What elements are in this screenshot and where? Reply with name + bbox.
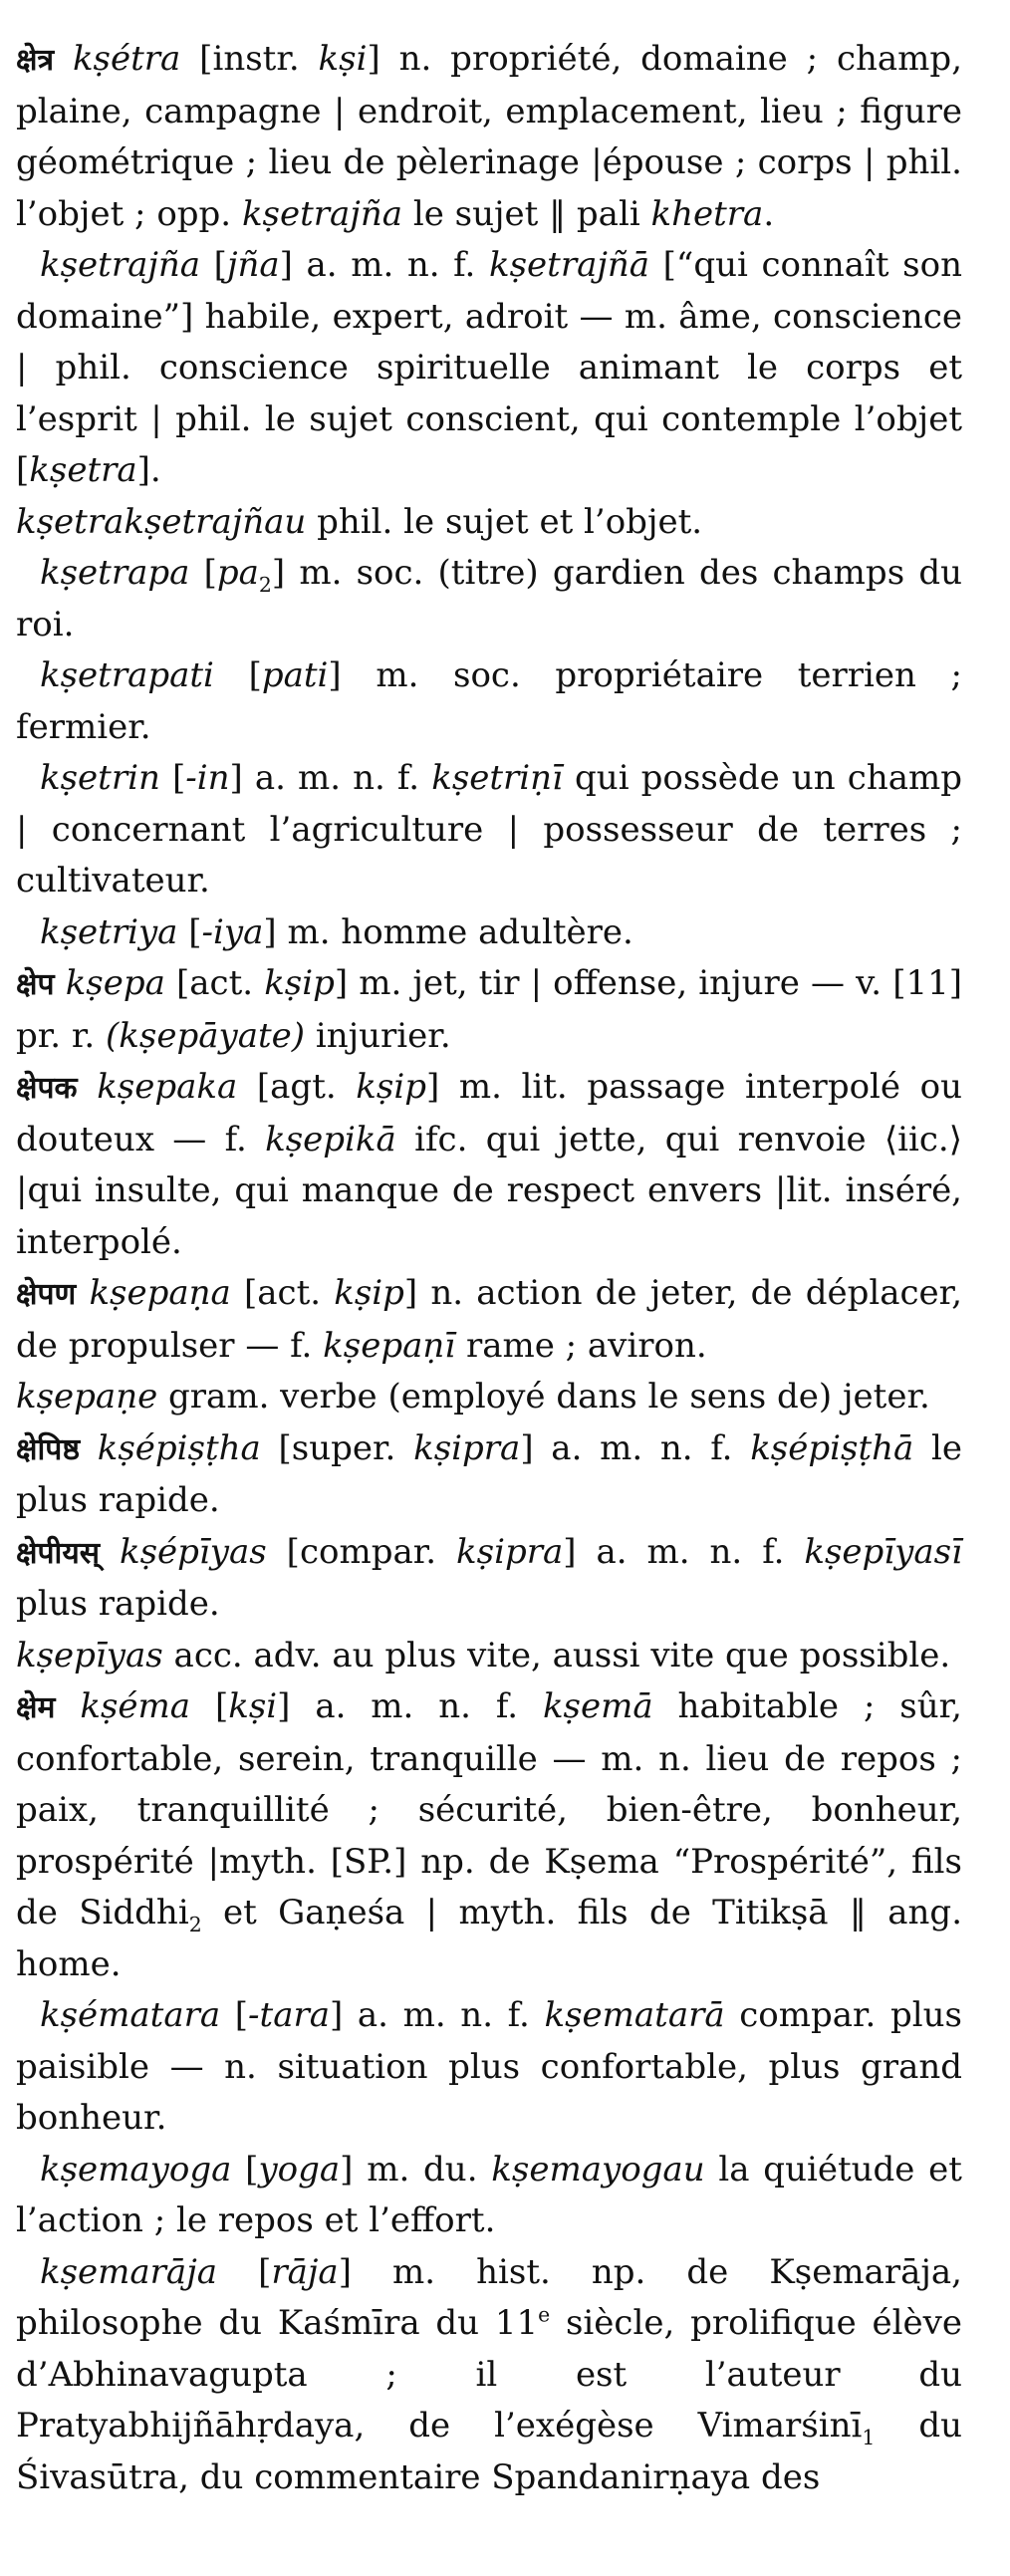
italic-term: kṣipra bbox=[413, 1427, 521, 1468]
entry-text: siècle, prolifique élève d’Abhinavagupta ; il est l’auteur du Pratyabhijñāhṛdaya, de l’exégèse Vimarśinī bbox=[16, 2303, 962, 2446]
italic-term: kṣétra bbox=[72, 39, 181, 79]
entry-text: ]. bbox=[136, 450, 161, 490]
dictionary-entry bbox=[16, 1681, 962, 1990]
italic-term: rāja bbox=[271, 2251, 339, 2292]
devanagari-headword: क्षेपण bbox=[16, 1277, 77, 1312]
dictionary-entry bbox=[16, 1527, 962, 1631]
italic-term: kṣip bbox=[334, 1273, 404, 1313]
italic-term: kṣemayoga bbox=[40, 2149, 232, 2190]
entry-text: le plus rapide. bbox=[16, 1427, 962, 1520]
entry-text: phil. le sujet et l’objet. bbox=[306, 501, 703, 542]
entry-text: et Gaṇeśa | myth. fils de Titikṣā ‖ ang. home. bbox=[16, 1893, 962, 1984]
entry-text: ] a. m. n. f. bbox=[277, 1686, 543, 1726]
subscript-index: 1 bbox=[862, 2425, 876, 2449]
entry-text: [ bbox=[220, 1995, 249, 2035]
entry-text: habitable ; sûr, confortable, serein, tranquille — m. n. lieu de repos ; paix, tranquillité ; sécurité, bien-être, bonheur, prospérité |myth. [SP.] np. de Kṣema “Prospérité”, fils de Siddhi bbox=[16, 1686, 962, 1932]
entry-text: [ bbox=[231, 2149, 259, 2190]
italic-term: kṣepīyas bbox=[16, 1635, 163, 1675]
entry-text: gram. verbe (employé dans le sens de) jeter. bbox=[157, 1377, 930, 1417]
italic-term: kṣépiṣṭhā bbox=[750, 1427, 914, 1468]
italic-term: kṣematarā bbox=[544, 1995, 725, 2035]
dictionary-subentry bbox=[16, 907, 962, 959]
italic-term: kṣipra bbox=[456, 1531, 564, 1572]
italic-term: kṣip bbox=[356, 1067, 426, 1107]
italic-term: -iya bbox=[201, 911, 264, 952]
dictionary-entry bbox=[16, 1631, 962, 1682]
entry-text: [ bbox=[200, 245, 227, 285]
italic-term: kṣématara bbox=[40, 1995, 221, 2035]
italic-term: -in bbox=[185, 758, 230, 798]
devanagari-headword: क्षेपक bbox=[16, 1071, 78, 1106]
italic-term: kṣip bbox=[264, 963, 335, 1003]
dictionary-entry bbox=[16, 34, 962, 240]
entry-text: [agt. bbox=[237, 1067, 357, 1107]
italic-term: kṣepaka bbox=[97, 1067, 238, 1107]
italic-term: kṣetriṇī bbox=[431, 758, 563, 798]
italic-term: -tara bbox=[248, 1995, 330, 2035]
devanagari-headword: क्षेत्र bbox=[16, 43, 55, 78]
entry-text: ] m. hist. np. de Kṣemarāja, philosophe du Kaśmīra du 11 bbox=[16, 2251, 962, 2343]
italic-term: kṣetrajña bbox=[241, 193, 403, 234]
italic-term: kṣepa bbox=[65, 963, 165, 1003]
italic-term: kṣéma bbox=[80, 1686, 191, 1726]
dictionary-entry bbox=[16, 1062, 962, 1268]
italic-term: yoga bbox=[258, 2149, 341, 2190]
italic-term: pati bbox=[261, 655, 329, 695]
subscript-index: 2 bbox=[258, 572, 272, 597]
entry-text: ] m. soc. propriétaire terrien ; fermier. bbox=[16, 655, 962, 747]
italic-term: khetra bbox=[650, 193, 764, 234]
dictionary-entry bbox=[16, 497, 962, 549]
dictionary-entry bbox=[16, 1423, 962, 1527]
italic-term: kṣetrin bbox=[40, 758, 160, 798]
italic-term: kṣetrapati bbox=[40, 655, 214, 695]
entry-text: ] m. soc. (titre) gardien des champs du roi. bbox=[16, 553, 962, 644]
entry-text: [compar. bbox=[266, 1531, 457, 1572]
entry-text: acc. adv. au plus vite, aussi vite que possible. bbox=[162, 1635, 951, 1675]
entry-text: [act. bbox=[230, 1273, 335, 1313]
entry-text: [ bbox=[213, 655, 262, 695]
dictionary-subentry bbox=[16, 1990, 962, 2145]
entry-text: ] a. m. n. f. bbox=[279, 245, 489, 285]
entry-text bbox=[80, 1428, 98, 1468]
entry-text bbox=[78, 1067, 98, 1107]
entry-text: ] a. m. n. f. bbox=[520, 1427, 751, 1468]
entry-text: le sujet ‖ pali bbox=[402, 193, 651, 234]
entry-text: ] n. action de jeter, de déplacer, de propulser — f. bbox=[16, 1273, 962, 1366]
entry-text: . bbox=[763, 193, 775, 234]
italic-term: kṣepaṇa bbox=[89, 1273, 231, 1313]
entry-text: injurier. bbox=[305, 1015, 451, 1056]
entry-text bbox=[76, 1273, 89, 1313]
entry-text: du Śivasūtra, du commentaire Spandanirṇaya des bbox=[16, 2406, 962, 2497]
devanagari-headword: क्षेप bbox=[16, 967, 55, 1002]
dictionary-entry bbox=[16, 1372, 962, 1423]
entry-text bbox=[100, 1532, 120, 1572]
entry-text: ] m. homme adultère. bbox=[263, 911, 633, 952]
dictionary-entry bbox=[16, 1268, 962, 1372]
entry-text: [instr. bbox=[180, 39, 319, 79]
italic-term: kṣepaṇī bbox=[323, 1325, 456, 1366]
entry-text: [ bbox=[190, 1686, 229, 1726]
devanagari-headword: क्षेपीयस् bbox=[16, 1535, 100, 1571]
entry-text bbox=[54, 39, 73, 79]
entry-text bbox=[55, 963, 66, 1003]
dictionary-subentry bbox=[16, 2145, 962, 2247]
italic-term: kṣetrajña bbox=[40, 245, 201, 285]
italic-term: kṣepikā bbox=[265, 1119, 396, 1159]
superscript: e bbox=[538, 2302, 551, 2327]
entry-text: qui possède un champ | concernant l’agriculture | possesseur de terres ; cultivateur. bbox=[16, 758, 962, 901]
italic-term: kṣi bbox=[318, 39, 368, 79]
italic-term: kṣi bbox=[228, 1686, 278, 1726]
entry-text bbox=[55, 1686, 80, 1726]
italic-term: kṣemā bbox=[542, 1686, 653, 1726]
entry-text: ] a. m. n. f. bbox=[229, 758, 432, 798]
entry-text: rame ; aviron. bbox=[455, 1325, 707, 1366]
italic-term: jña bbox=[226, 245, 280, 285]
dictionary-subentry bbox=[16, 240, 962, 497]
italic-term: (kṣepāyate) bbox=[106, 1015, 306, 1056]
entry-text: [ bbox=[217, 2251, 272, 2292]
italic-term: kṣépīyas bbox=[119, 1531, 267, 1572]
devanagari-headword: क्षेपिष्ठ bbox=[16, 1431, 80, 1467]
italic-term: kṣetrajñā bbox=[488, 245, 650, 285]
italic-term: pa bbox=[216, 553, 259, 593]
entry-text: [ bbox=[177, 911, 202, 952]
entry-text: ] m. du. bbox=[340, 2149, 492, 2190]
italic-term: kṣetra bbox=[29, 450, 137, 490]
entry-text: ifc. qui jette, qui renvoie ⟨iic.⟩ |qui insulte, qui manque de respect envers |lit. inséré, interpolé. bbox=[16, 1119, 962, 1262]
italic-term: kṣetriya bbox=[40, 911, 178, 952]
entry-text: [“qui connaît son domaine”] habile, expert, adroit — m. âme, conscience | phil. conscience spirituelle animant le corps et l’esprit | phil. le sujet conscient, qui contemple l’objet [ bbox=[16, 245, 962, 490]
italic-term: kṣetrakṣetrajñau bbox=[16, 501, 307, 542]
entry-text: ] m. lit. passage interpolé ou douteux — f. bbox=[16, 1067, 963, 1159]
italic-term: kṣetrapa bbox=[40, 553, 190, 593]
dictionary-subentry bbox=[16, 650, 962, 753]
entry-text: compar. plus paisible — n. situation plus confortable, plus grand bonheur. bbox=[16, 1995, 962, 2138]
entry-text: ] n. propriété, domaine ; champ, plaine, campagne | endroit, emplacement, lieu ; figure géométrique ; lieu de pèlerinage |épouse ; corps | phil. l’objet ; opp. bbox=[16, 39, 962, 234]
italic-term: kṣemayogau bbox=[491, 2149, 705, 2190]
entry-text: plus rapide. bbox=[16, 1584, 220, 1624]
dictionary-subentry bbox=[16, 2247, 962, 2504]
entry-text: [super. bbox=[260, 1427, 414, 1468]
italic-term: kṣepīyasī bbox=[804, 1531, 962, 1572]
entry-text: [ bbox=[189, 553, 217, 593]
entry-text: [ bbox=[159, 758, 186, 798]
italic-term: kṣepaṇe bbox=[16, 1377, 158, 1417]
italic-term: kṣépiṣṭha bbox=[97, 1427, 261, 1468]
entry-text: ] a. m. n. f. bbox=[563, 1531, 805, 1572]
entry-text: [act. bbox=[164, 963, 265, 1003]
entry-text: ] m. jet, tir | offense, injure — v. [11] pr. r. bbox=[16, 963, 962, 1056]
entry-text: ] a. m. n. f. bbox=[330, 1995, 545, 2035]
italic-term: kṣemarāja bbox=[40, 2251, 218, 2292]
devanagari-headword: क्षेम bbox=[16, 1690, 56, 1725]
entry-text: la quiétude et l’action ; le repos et l’effort. bbox=[16, 2149, 962, 2240]
dictionary-subentry bbox=[16, 753, 962, 907]
dictionary-entry bbox=[16, 958, 962, 1062]
dictionary-subentry bbox=[16, 548, 962, 650]
subscript-index: 2 bbox=[188, 1912, 202, 1936]
